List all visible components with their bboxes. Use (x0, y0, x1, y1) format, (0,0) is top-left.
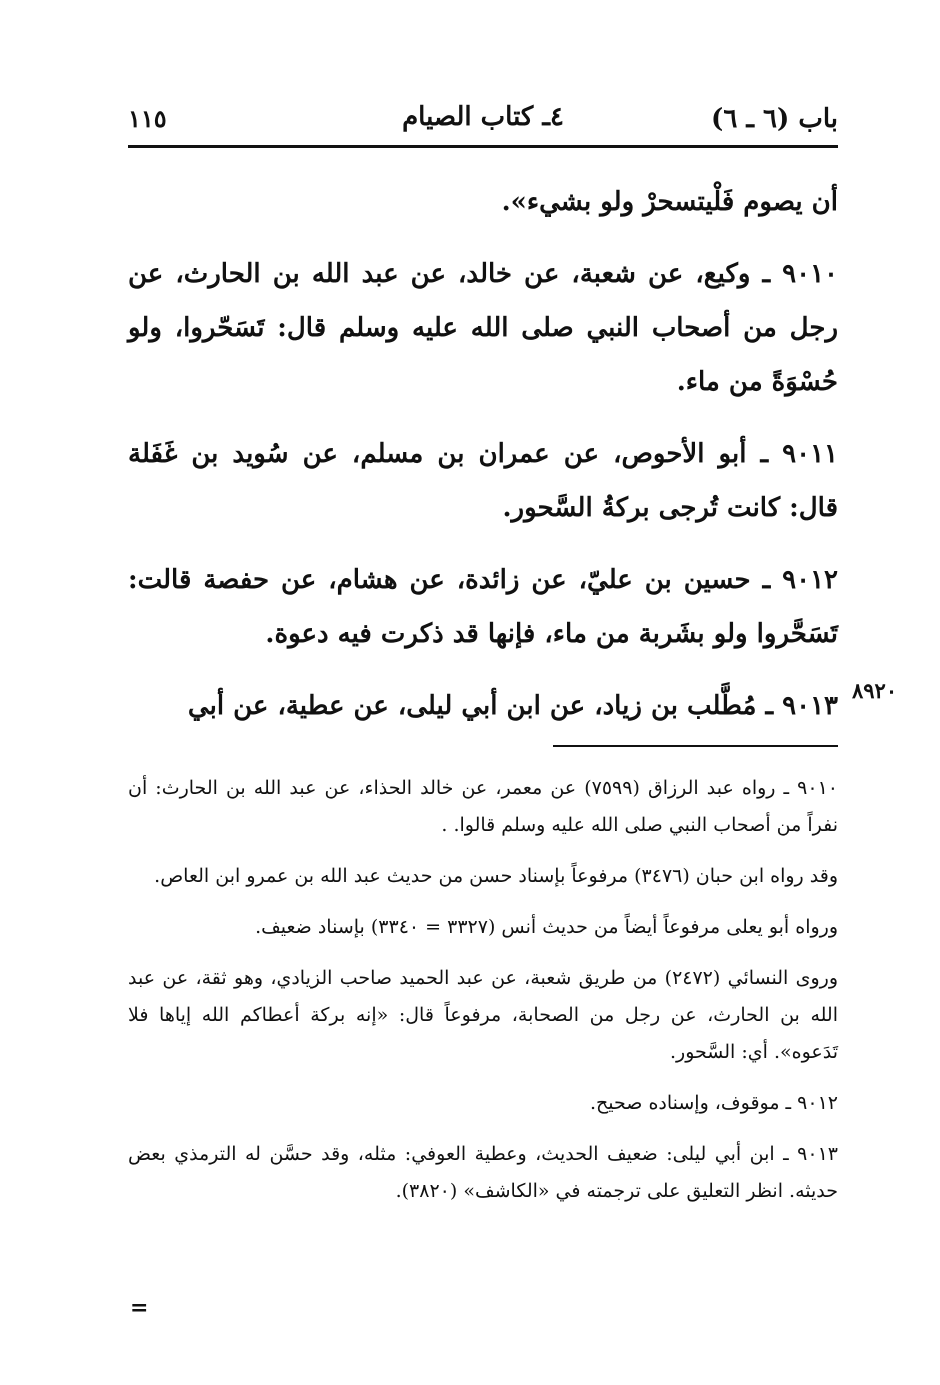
hadith-9011: ٩٠١١ ـ أبو الأحوص، عن عمران بن مسلم، عن سُويد بن غَفَلة قال: كانت تُرجى بركةُ السَّحور. (128, 439, 838, 523)
footnote-9010: ٩٠١٠ ـ رواه عبد الرزاق (٧٥٩٩) عن معمر، عن خالد الحذاء، عن عبد الله بن الحارث: أن نفراً من أصحاب النبي صلى الله عليه وسلم قالوا. . (128, 777, 838, 836)
footnote-nasai: وروى النسائي (٢٤٧٢) من طريق شعبة، عن عبد الحميد صاحب الزيادي، وهو ثقة، عن عبد الله بن الحارث، عن رجل من الصحابة، مرفوعاً قال: «إنه بركة أعطاكم الله إياها فلا تَدَعوه». أي: السَّحور. (128, 967, 838, 1063)
page-header (128, 96, 838, 136)
footnote-9012: ٩٠١٢ ـ موقوف، وإسناده صحيح. (589, 1092, 838, 1114)
footnotes (128, 770, 838, 1224)
footnote-ibn-hibban: وقد رواه ابن حبان (٣٤٧٦) مرفوعاً بإسناد حسن من حديث عبد الله بن عمرو ابن العاص. (154, 865, 838, 887)
book-title: ٤ـ كتاب الصيام (402, 102, 564, 132)
paragraph-continuation: أن يصوم فَلْيتسحرْ ولو بشيء». (501, 187, 838, 217)
hadith-9012: ٩٠١٢ ـ حسين بن عليّ، عن زائدة، عن هشام، عن حفصة قالت: تَسَحَّروا ولو بشَربة من ماء، فإنها قد ذكرت فيه دعوة. (128, 565, 838, 649)
margin-number: ٨٩٢٠ (852, 678, 898, 703)
continuation-mark: = (130, 1295, 149, 1321)
footnote-rule (553, 745, 838, 747)
footnote-abu-yala: ورواه أبو يعلى مرفوعاً أيضاً من حديث أنس (٣٣٢٧ = ٣٣٤٠) بإسناد ضعيف. (255, 916, 838, 938)
hadith-9010: ٩٠١٠ ـ وكيع، عن شعبة، عن خالد، عن عبد الله بن الحارث، عن رجل من أصحاب النبي صلى الله عليه وسلم قال: تَسَحّروا، ولو حُسْوَةً من ماء. (128, 259, 838, 397)
hadith-9013: ٩٠١٣ ـ مُطَّلب بن زياد، عن ابن أبي ليلى، عن عطية، عن أبي (187, 691, 838, 721)
footnote-9013: ٩٠١٣ ـ ابن أبي ليلى: ضعيف الحديث، وعطية العوفي: مثله، وقد حسَّن له الترمذي بعض حديثه. انظر التعليق على ترجمته في «الكاشف» (٣٨٢٠). (128, 1143, 838, 1202)
header-rule (128, 145, 838, 148)
main-text (128, 175, 838, 751)
page-number: ١١٥ (128, 104, 167, 133)
chapter-label: باب (٦ ـ ٦) (711, 104, 838, 134)
